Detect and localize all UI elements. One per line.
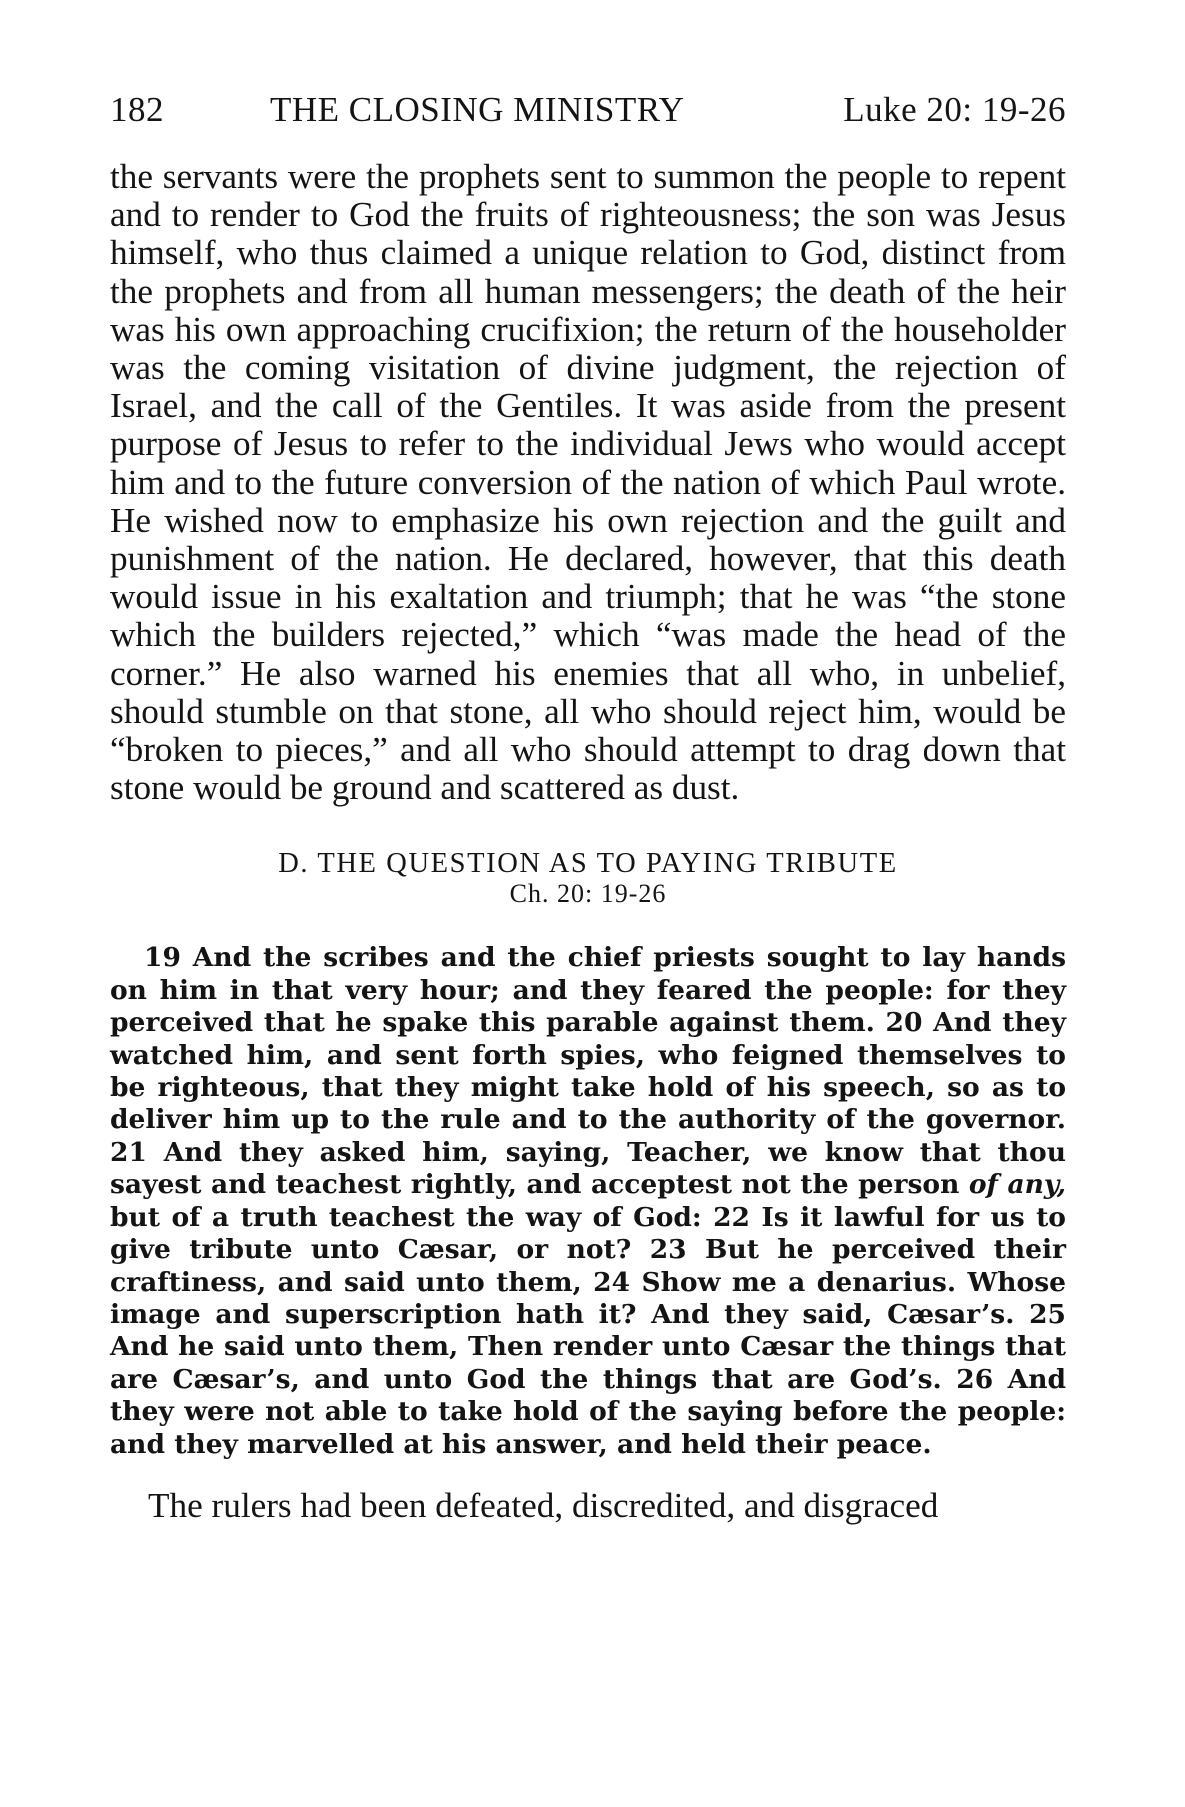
closing-paragraph-start: The rulers had been defeated, discredited, and disgraced — [148, 1486, 939, 1526]
running-head-title: THE CLOSING MINISTRY — [270, 90, 685, 129]
scripture-text-part1: 19 And the scribes and the chief priests sought to lay hands on him in that very hour; and they feared the people: for they perceived that he spake this parable against them. 20 And they watched him, and sent forth spies, who feigned themselves to be righteous, that they might take hold of his speech, so as to deliver him up to the rule and to the authority of the governor. 21 And they asked him, saying, Teacher, we know that thou sayest and teachest rightly, and acceptest not the person — [110, 942, 1066, 1201]
book-page — [110, 90, 1066, 1561]
page-number: 182 — [110, 90, 164, 129]
section-heading: D. THE QUESTION AS TO PAYING TRIBUTE — [278, 848, 898, 880]
running-head-reference: Luke 20: 19-26 — [843, 90, 1066, 129]
section-reference: Ch. 20: 19-26 — [509, 879, 667, 909]
scripture-italic-phrase: of any, — [968, 1169, 1066, 1201]
scripture-passage — [110, 942, 1066, 1461]
scripture-text-part2: but of a truth teachest the way of God: 22 Is it lawful for us to give tribute unto Cæsar, or not? 23 But he perceived their craftiness, and said unto them, 24 Show me a denarius. Whose image and superscription hath it? And they said, Cæsar’s. 25 And he said unto them, Then render unto Cæsar the things that are Cæsar’s, and unto God the things that are God’s. 26 And they were not able to take hold of the saying before the people: and they marvelled at his answer, and held their peace. — [110, 1201, 1066, 1460]
commentary-paragraph: the servants were the prophets sent to summon the people to repent and to render to God the fruits of righteousness; the son was Jesus himself, who thus claimed a unique relation to God, distinct from the prophets and from all human messengers; the death of the heir was his own approaching crucifixion; the return of the householder was the coming visitation of divine judgment, the rejection of Israel, and the call of the Gentiles. It was aside from the present purpose of Jesus to refer to the individual Jews who would accept him and to the future conversion of the nation of which Paul wrote. He wished now to emphasize his own rejection and the guilt and punishment of the nation. He declared, however, that this death would issue in his exaltation and triumph; that he was “the stone which the builders rejected,” which “was made the head of the corner.” He also warned his enemies that all who, in unbelief, should stumble on that stone, all who should reject him, would be “broken to pieces,” and all who should attempt to drag down that stone would be ground and scattered as dust. — [110, 157, 1066, 808]
running-head — [110, 90, 1066, 136]
